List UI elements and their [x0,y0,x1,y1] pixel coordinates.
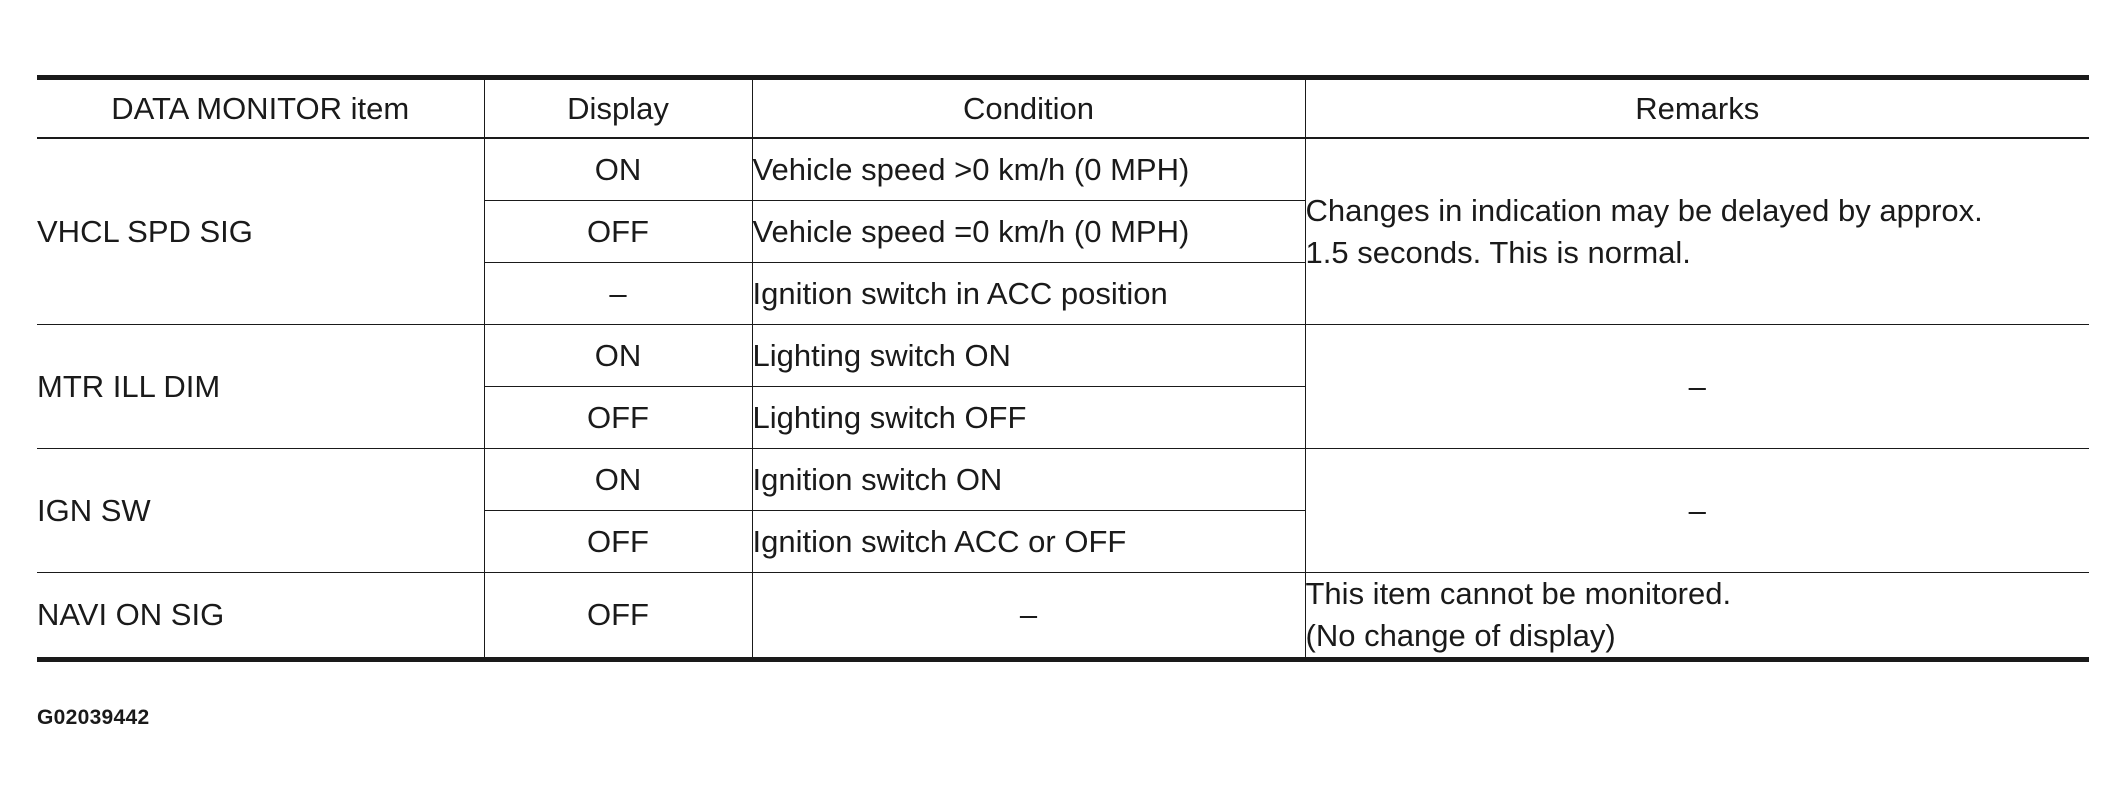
condition-text: Ignition switch in ACC position [752,263,1305,325]
display-value: ON [484,138,752,201]
item-ign-sw: IGN SW [37,449,484,573]
item-vhcl-spd-sig: VHCL SPD SIG [37,138,484,325]
table-row [37,449,2089,511]
data-monitor-table-container [37,75,2089,662]
condition-text: Ignition switch ACC or OFF [752,511,1305,573]
remarks-line: Changes in indication may be delayed by approx. [1305,192,1983,228]
condition-text: Vehicle speed =0 km/h (0 MPH) [752,201,1305,263]
table-row [37,138,2089,201]
remarks-line: This item cannot be monitored. [1305,576,1732,611]
condition-text: – [752,573,1305,660]
display-value: OFF [484,573,752,660]
condition-text: Lighting switch OFF [752,387,1305,449]
item-navi-on-sig: NAVI ON SIG [37,573,484,660]
header-remarks: Remarks [1305,78,2089,139]
remarks-vhcl-spd-sig [1305,138,2089,325]
display-value: OFF [484,387,752,449]
remarks-line: (No change of display) [1305,617,1616,653]
table-header-row [37,78,2089,139]
display-value: OFF [484,511,752,573]
condition-text: Lighting switch ON [752,325,1305,387]
figure-code: G02039442 [37,706,150,729]
condition-text: Ignition switch ON [752,449,1305,511]
table-row [37,325,2089,387]
header-data-monitor-item: DATA MONITOR item [37,78,484,139]
table-row [37,573,2089,660]
display-value: ON [484,325,752,387]
remarks-ign-sw: – [1305,449,2089,573]
remarks-line: 1.5 seconds. This is normal. [1305,234,1691,270]
display-value: ON [484,449,752,511]
remarks-mtr-ill-dim: – [1305,325,2089,449]
remarks-navi-on-sig [1305,573,2089,660]
item-mtr-ill-dim: MTR ILL DIM [37,325,484,449]
header-condition: Condition [752,78,1305,139]
display-value: OFF [484,201,752,263]
data-monitor-table [37,75,2089,662]
header-display: Display [484,78,752,139]
condition-text: Vehicle speed >0 km/h (0 MPH) [752,138,1305,201]
display-value: – [484,263,752,325]
